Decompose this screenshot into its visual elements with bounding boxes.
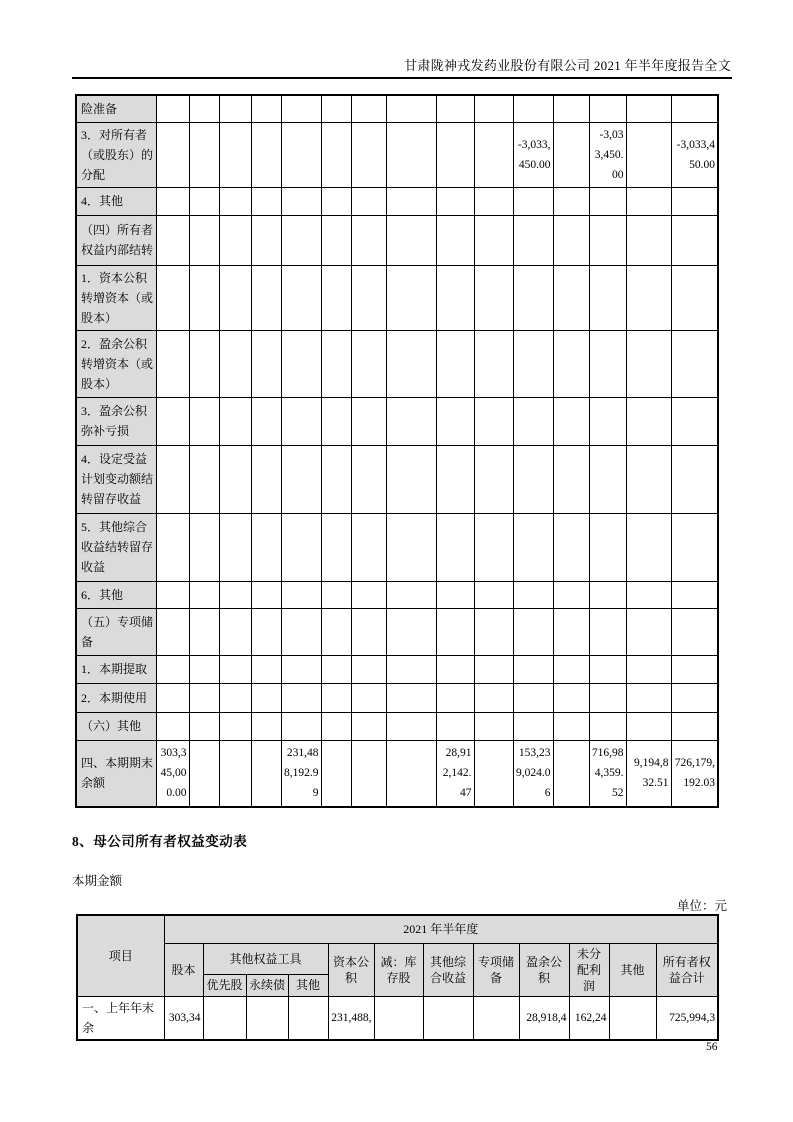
column-header-undistributed-profit: 未分配利润 [569, 943, 609, 996]
value-cell [351, 655, 386, 683]
value-cell [626, 330, 671, 397]
table-row [76, 581, 718, 608]
value-cell [513, 608, 553, 655]
value-cell [671, 215, 718, 265]
value-cell [219, 397, 251, 445]
value-cell [351, 740, 386, 807]
value-cell [626, 397, 671, 445]
value-cell [474, 397, 513, 445]
value-cell [219, 122, 251, 187]
value-cell [156, 265, 189, 330]
value-cell [513, 95, 553, 122]
value-cell [203, 996, 246, 1040]
value-cell [671, 397, 718, 445]
value-cell [386, 445, 436, 513]
column-header-special-reserve: 专项储备 [473, 943, 519, 996]
value-cell [321, 187, 351, 215]
value-cell [589, 712, 626, 740]
value-cell: 162,24 [569, 996, 609, 1040]
value-cell [553, 712, 589, 740]
value-cell [436, 445, 474, 513]
row-label: 5．其他综合收益结转留存收益 [76, 513, 156, 581]
value-cell [156, 330, 189, 397]
value-cell [321, 397, 351, 445]
table-row [77, 996, 718, 1040]
unit-label: 单位：元 [676, 899, 727, 913]
value-cell [474, 445, 513, 513]
value-cell [671, 608, 718, 655]
value-cell [351, 122, 386, 187]
value-cell [386, 265, 436, 330]
table-row [76, 330, 718, 397]
value-cell [189, 655, 219, 683]
value-cell [386, 581, 436, 608]
value-cell [219, 513, 251, 581]
value-cell [513, 397, 553, 445]
value-cell [189, 513, 219, 581]
value-cell [189, 95, 219, 122]
value-cell [219, 265, 251, 330]
value-cell [251, 122, 281, 187]
value-cell [553, 581, 589, 608]
table-row [76, 95, 718, 122]
value-cell [474, 513, 513, 581]
value-cell [351, 187, 386, 215]
value-cell: 153,239,024.06 [513, 740, 553, 807]
column-header-period: 2021 年半年度 [164, 915, 718, 943]
value-cell [436, 655, 474, 683]
value-cell [251, 187, 281, 215]
parent-company-equity-table [76, 914, 719, 1041]
value-cell [251, 581, 281, 608]
row-label: 4．其他 [76, 187, 156, 215]
value-cell [251, 445, 281, 513]
value-cell [351, 215, 386, 265]
row-label: 2．本期使用 [76, 683, 156, 712]
value-cell: -3,033,450.00 [513, 122, 553, 187]
value-cell [281, 215, 321, 265]
value-cell [553, 608, 589, 655]
value-cell: 231,488,192.99 [281, 740, 321, 807]
row-label: 3．盈余公积弥补亏损 [76, 397, 156, 445]
value-cell [351, 513, 386, 581]
value-cell: 725,994,3 [656, 996, 718, 1040]
value-cell [626, 265, 671, 330]
row-label: 3．对所有者（或股东）的分配 [76, 122, 156, 187]
row-label: 2．盈余公积转增资本（或股本） [76, 330, 156, 397]
value-cell [251, 683, 281, 712]
row-label: 一、上年年末余 [77, 996, 164, 1040]
value-cell [246, 996, 288, 1040]
value-cell [219, 445, 251, 513]
value-cell [553, 513, 589, 581]
value-cell [589, 655, 626, 683]
value-cell [626, 581, 671, 608]
value-cell [251, 265, 281, 330]
value-cell [671, 330, 718, 397]
value-cell [281, 581, 321, 608]
value-cell [288, 996, 328, 1040]
period-label: 本期金额 [72, 874, 123, 888]
value-cell [671, 513, 718, 581]
value-cell [513, 712, 553, 740]
value-cell [386, 95, 436, 122]
value-cell [281, 95, 321, 122]
value-cell [671, 445, 718, 513]
value-cell [553, 655, 589, 683]
column-header-perpetual-bonds: 永续债 [246, 974, 288, 996]
value-cell: 231,488, [328, 996, 374, 1040]
value-cell [374, 996, 423, 1040]
column-header-other-sub: 其他 [288, 974, 328, 996]
value-cell [251, 740, 281, 807]
value-cell [589, 683, 626, 712]
value-cell [474, 330, 513, 397]
value-cell [351, 265, 386, 330]
value-cell [474, 265, 513, 330]
value-cell [436, 95, 474, 122]
value-cell: 716,984,359.52 [589, 740, 626, 807]
value-cell [553, 740, 589, 807]
value-cell [589, 608, 626, 655]
value-cell [219, 581, 251, 608]
column-header-capital-reserve: 资本公积 [328, 943, 374, 996]
column-header-total-equity: 所有者权益合计 [656, 943, 718, 996]
value-cell [436, 397, 474, 445]
value-cell: 28,912,142.47 [436, 740, 474, 807]
table-row [76, 187, 718, 215]
value-cell [626, 445, 671, 513]
value-cell [474, 740, 513, 807]
value-cell [589, 187, 626, 215]
value-cell [513, 330, 553, 397]
value-cell [436, 712, 474, 740]
value-cell [436, 187, 474, 215]
value-cell [513, 187, 553, 215]
value-cell: 28,918,4 [519, 996, 569, 1040]
column-header-other-equity-instruments: 其他权益工具 [203, 943, 328, 974]
value-cell [626, 215, 671, 265]
value-cell [626, 712, 671, 740]
value-cell [351, 445, 386, 513]
value-cell [553, 187, 589, 215]
value-cell [219, 95, 251, 122]
value-cell [281, 608, 321, 655]
value-cell [386, 513, 436, 581]
consolidated-equity-change-table [75, 94, 719, 808]
value-cell [386, 712, 436, 740]
value-cell [474, 683, 513, 712]
value-cell [281, 122, 321, 187]
value-cell [474, 655, 513, 683]
value-cell [351, 397, 386, 445]
value-cell [671, 187, 718, 215]
value-cell [671, 655, 718, 683]
value-cell [219, 683, 251, 712]
value-cell: 9,194,832.51 [626, 740, 671, 807]
value-cell [589, 330, 626, 397]
value-cell [671, 95, 718, 122]
value-cell [553, 265, 589, 330]
value-cell [626, 683, 671, 712]
value-cell [281, 712, 321, 740]
value-cell [251, 330, 281, 397]
table-row [76, 683, 718, 712]
table-row [76, 445, 718, 513]
value-cell [386, 683, 436, 712]
value-cell [156, 683, 189, 712]
value-cell [251, 655, 281, 683]
value-cell [423, 996, 473, 1040]
value-cell [321, 122, 351, 187]
value-cell [351, 330, 386, 397]
value-cell [321, 608, 351, 655]
value-cell [156, 581, 189, 608]
header-rule [72, 77, 732, 79]
value-cell [386, 330, 436, 397]
value-cell [386, 215, 436, 265]
value-cell [219, 740, 251, 807]
value-cell [474, 608, 513, 655]
value-cell [189, 215, 219, 265]
value-cell [156, 122, 189, 187]
value-cell [436, 513, 474, 581]
value-cell [189, 712, 219, 740]
value-cell [553, 215, 589, 265]
section-heading: 8、母公司所有者权益变动表 [72, 834, 248, 849]
row-label: （六）其他 [76, 712, 156, 740]
table-row [76, 215, 718, 265]
value-cell [513, 265, 553, 330]
value-cell [156, 608, 189, 655]
value-cell [321, 95, 351, 122]
value-cell [351, 683, 386, 712]
value-cell [553, 330, 589, 397]
row-label: 6．其他 [76, 581, 156, 608]
column-header-other-comprehensive-income: 其他综合收益 [423, 943, 473, 996]
column-header-preferred-shares: 优先股 [203, 974, 246, 996]
value-cell [251, 397, 281, 445]
value-cell [474, 95, 513, 122]
value-cell [189, 265, 219, 330]
table-row [76, 655, 718, 683]
value-cell [671, 683, 718, 712]
row-label: （五）专项储备 [76, 608, 156, 655]
value-cell [671, 265, 718, 330]
value-cell [513, 513, 553, 581]
value-cell [589, 513, 626, 581]
value-cell [553, 445, 589, 513]
value-cell [219, 655, 251, 683]
table-row [76, 740, 718, 807]
column-header-share-capital: 股本 [164, 943, 203, 996]
value-cell [626, 655, 671, 683]
row-label: 四、本期期末余额 [76, 740, 156, 807]
value-cell [671, 712, 718, 740]
value-cell [589, 581, 626, 608]
value-cell [189, 330, 219, 397]
value-cell [513, 581, 553, 608]
row-label: 1．资本公积转增资本（或股本） [76, 265, 156, 330]
value-cell [436, 265, 474, 330]
value-cell [386, 655, 436, 683]
value-cell [281, 265, 321, 330]
value-cell [156, 445, 189, 513]
value-cell [474, 122, 513, 187]
value-cell [321, 513, 351, 581]
value-cell [436, 122, 474, 187]
value-cell [436, 608, 474, 655]
column-header-other: 其他 [609, 943, 656, 996]
value-cell [156, 95, 189, 122]
value-cell [156, 397, 189, 445]
value-cell [281, 187, 321, 215]
value-cell [671, 581, 718, 608]
value-cell [156, 215, 189, 265]
row-label: 4．设定受益计划变动额结转留存收益 [76, 445, 156, 513]
value-cell [321, 740, 351, 807]
value-cell [281, 683, 321, 712]
value-cell: -3,033,450.00 [589, 122, 626, 187]
value-cell [436, 683, 474, 712]
row-label: 险准备 [76, 95, 156, 122]
value-cell [156, 712, 189, 740]
table-row [76, 712, 718, 740]
value-cell [474, 187, 513, 215]
value-cell [281, 330, 321, 397]
value-cell [589, 265, 626, 330]
value-cell [436, 330, 474, 397]
value-cell [386, 397, 436, 445]
value-cell [321, 215, 351, 265]
table-row [76, 608, 718, 655]
value-cell [219, 712, 251, 740]
value-cell [251, 608, 281, 655]
value-cell [281, 513, 321, 581]
value-cell [386, 740, 436, 807]
value-cell [553, 95, 589, 122]
value-cell [626, 122, 671, 187]
value-cell [189, 683, 219, 712]
value-cell [589, 95, 626, 122]
value-cell [321, 683, 351, 712]
value-cell [589, 215, 626, 265]
value-cell [189, 445, 219, 513]
value-cell [189, 581, 219, 608]
value-cell [156, 655, 189, 683]
value-cell [474, 215, 513, 265]
table-row [76, 513, 718, 581]
value-cell [189, 608, 219, 655]
value-cell [513, 655, 553, 683]
value-cell [351, 581, 386, 608]
value-cell [189, 187, 219, 215]
value-cell [473, 996, 519, 1040]
value-cell [553, 397, 589, 445]
value-cell [609, 996, 656, 1040]
value-cell [189, 397, 219, 445]
value-cell [589, 397, 626, 445]
table-row [76, 397, 718, 445]
value-cell [189, 740, 219, 807]
value-cell [626, 513, 671, 581]
value-cell [251, 712, 281, 740]
value-cell [436, 215, 474, 265]
page-number: 56 [706, 1041, 718, 1053]
column-header-treasury-shares: 减：库存股 [374, 943, 423, 996]
value-cell [589, 445, 626, 513]
value-cell [386, 122, 436, 187]
column-header-item: 项目 [77, 915, 164, 996]
value-cell [626, 187, 671, 215]
table-row [76, 265, 718, 330]
value-cell [251, 513, 281, 581]
value-cell [281, 445, 321, 513]
value-cell [156, 187, 189, 215]
value-cell: -3,033,450.00 [671, 122, 718, 187]
value-cell [321, 445, 351, 513]
value-cell [281, 397, 321, 445]
value-cell [553, 122, 589, 187]
value-cell [321, 330, 351, 397]
row-label: （四）所有者权益内部结转 [76, 215, 156, 265]
value-cell [251, 95, 281, 122]
value-cell [321, 581, 351, 608]
value-cell [474, 712, 513, 740]
value-cell [321, 265, 351, 330]
value-cell [351, 712, 386, 740]
value-cell [251, 215, 281, 265]
value-cell [351, 95, 386, 122]
report-header-title: 甘肃陇神戎发药业股份有限公司 2021 年半年度报告全文 [404, 58, 731, 73]
value-cell [513, 215, 553, 265]
value-cell [219, 215, 251, 265]
value-cell [189, 122, 219, 187]
value-cell [386, 187, 436, 215]
row-label: 1．本期提取 [76, 655, 156, 683]
value-cell [219, 608, 251, 655]
value-cell [553, 683, 589, 712]
value-cell [321, 655, 351, 683]
value-cell [219, 187, 251, 215]
value-cell [321, 712, 351, 740]
column-header-surplus-reserve: 盈余公积 [519, 943, 569, 996]
value-cell [281, 655, 321, 683]
value-cell: 303,345,000.00 [156, 740, 189, 807]
table-row [76, 122, 718, 187]
value-cell [626, 608, 671, 655]
value-cell [513, 683, 553, 712]
value-cell [386, 608, 436, 655]
value-cell [219, 330, 251, 397]
value-cell [513, 445, 553, 513]
value-cell [351, 608, 386, 655]
value-cell [436, 581, 474, 608]
value-cell [156, 513, 189, 581]
value-cell [626, 95, 671, 122]
value-cell: 726,179,192.03 [671, 740, 718, 807]
value-cell [474, 581, 513, 608]
value-cell: 303,34 [164, 996, 203, 1040]
